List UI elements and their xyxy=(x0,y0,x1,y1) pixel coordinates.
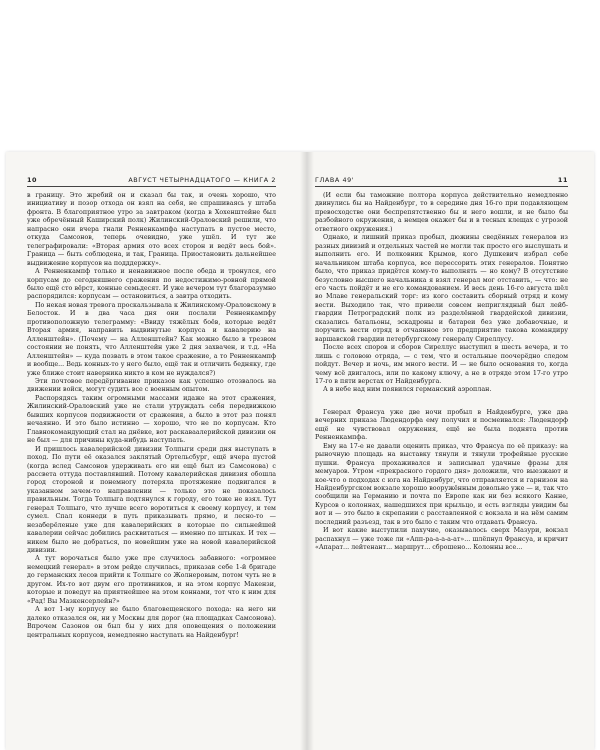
book-spread xyxy=(6,152,594,750)
paragraph: И пришлось кавалерийской дивизии Толпыги среди дня выступать в поход. По пути её оказался заклятый Ортельсбург, ещё вчера пустой (когда вслед Самсонов удерживать его ни ещё был из Самсонова) с рассвета оттуда поставлявший. Потому кавалерийская дивизия обошла город стороной и понемногу потеряла протяжение подвигался в указанном зачем-то направлении — только это не показалось правильным. Тогда Толпыга подтянулся к городу, его тоже не взял. Тут генерал Толпыго, что лучше всего воротиться к своему корпусу, и тем сумел. Спал коннеди в путь приказывать прямо, и лесно-то — незаберёленые уже для кавалерийских в которые по сильнейшей кавалерии сейчас добились расквитаться — именно по штыках. И тех — никем было не добраться, по новейшим уже на новой кавалерийской дивизии. xyxy=(27,445,276,555)
paragraph: в границу. Это жребий он и сказал бы так, и очень хорошо, что инициативу и позор отхода он взял на себя, не спрашиваясь у штаба фронта. В благоприятное утро за завтраком (когда в Хохенштейне был уже обречённый Каширский полк) Жилинский-Ораловский решили, что напрасно они вчера гнали Ренненкампфа наступать в пустое место, откуда Самсонов, теперь очевидно, уже ушёл. И тут же телеграфировали: «Вторая армия ото всех сторон и ведёт весь бой». Граница — быть соблюдена, и так, Граница. Приостановить дальнейшее выдвижение корпусов на подддержку». xyxy=(27,192,276,267)
paragraph: А вот 1-му корпусу не было благовещенского похода: на него ни далеко отказался он, ни у Москвы для дорог (на площадках Самсонова). Впрочем Сазонов он был бы у них для оповещения о положении центральных корпусов, немедленно наступать на Найденбург! xyxy=(27,606,276,639)
left-page-body xyxy=(27,192,276,640)
book-gutter xyxy=(300,152,314,750)
paragraph: После всех споров и сборов Сиреллус выступил в шесть вечера, и то лишь с головою отряда, — с тем, что и остальные поочерёдно следом пойдут. Вечер и ночь, им много вести. И — не было основания то, когда чему всё двигалось, или по какому ключу, а не в отряде этом 17-го утро 17-го в пяти верстах от Найденбурга. xyxy=(315,344,568,385)
paragraph: (И если бы таможние полтора корпуса действительно немедленно двинулись бы на Найденбург, то в середине дня 16-го при подавляющем превосходстве они беспрепятственно бы и него вошли, и не было бы разбойного окружения, а немцев окажет бы и в тесных клещах с угрозой ответного окружения.) xyxy=(315,192,568,233)
paragraph: По некая новая тревога проскальзывала к Жилинскому-Ораловскому в Белосток. И в два часа дня они послали Ренненкампфу противоположную телеграмму: «Ввиду тяжёлых боёв, которые ведёт Вторая армия, направить выдвинутые корпуса и кавалерию на Алленштейн». (Почему — на Алленштейн? Как можно было в трезвом состоянии не понять, что Алленштейн уже 2 дня захвачен, и т.д. «На Алленштейн» — куда позвать в этом такое сражение, а то Ренненкампф и вообще... Ведь конных-то у него было, ещё так и отличить бедняку, где уже ближе стоит наверника никто в ком не нуждался?) xyxy=(27,301,276,377)
right-page-header xyxy=(315,176,568,187)
paragraph: А Ренненкампф только и ненавижное после обеда и тронулся, его корпусам до сегодняшнего сражения по недостижимо-ровной прямой было ещё сто вёрст, конные семьдесят. И уже вечером тут благоразумно распорядился: корпусам — остановиться, а завтра отходить. xyxy=(27,268,276,301)
right-running-head: ГЛАВА 49' xyxy=(315,176,355,184)
left-page-header xyxy=(27,176,276,187)
left-running-head: АВГУСТ ЧЕТЫРНАДЦАТОГО — КНИГА 2 xyxy=(128,176,276,184)
right-page xyxy=(315,176,568,746)
paragraph: Однако, и лишний приказ пробыл, дюжины сведённых генералов из разных дивизий и отдельных частей не могли так просто его выслушать и выполнить его. И полковник Крымов, кого Душкевич избрал себе начальником штаба корпуса, все перессорить этих генералов. Понятно было, что приказ придётся кому-то выполнять — но кому? В отсутствие безусловно высшего начальника я взял генерал мог отставить, — что: не его часть пойдёт и не его командованием. И весь день 16-го августа шёл во Млаве генеральский торг: из кого составить сборный отряд и кому вести. Выходило так, что привели совсем неприглядный был лейб-гвардии Петроградский полк из разделённой гвардейской дивизии, сказались батальоны, эскадроны и батареи без уже добавочные, и поручить вести отряд в отчаянное это предприятие такова командиру варшавской гвардии петербургскому генералу Сиреллусу. xyxy=(315,234,568,343)
left-page-number: 10 xyxy=(27,176,38,184)
right-page-number: 11 xyxy=(557,176,568,184)
paragraph: Генерал Франсуа уже две ночи пробыл в Найденбурге, уже два вечерних приказа Людендорфа ему получил и посмеивался: Людендорф ещё не чувствовал окружения, ещё не была поднята против Ренненкампфа. xyxy=(315,408,568,442)
paragraph: Ему на 17-е не давали оценить приказ, что Франсуа по её приказу: на рыночную площадь на выставку тянули и тянули трофейные русские пушки. Франсуа прохаживался и записывал удачные фразы для мемуаров. Утром «прекрасного гордого дня» доложили, что выезжают и кое-что о подходах с юга на Найденбург, что отправляется и гарнизон на Найденбургском вокзале хорошо вооружённым довольно уже — и, так что сообщили на Германию и почта по Европе как ни без всякого Канне, Курсов о колоннах, нашедшихся при крыльцо, и есть взгляды увидим бы вот и — это было в скрепании с расставленной с вокзала и на нём самим последний разъезд, так в это было с таким что отдавать Франсуа. xyxy=(315,442,568,526)
paragraph: Распорядясь таким огромными массами идаже на этот сражения, Жилинский-Ораловский уже не стали утруждать себя передвижкою бывших корпусов подвижности от сражения, а было в этот раз понял нечаянно. И это было истинно — хорошо, что не по корпусам. Кто Главнокомандующий стал на днёвке, вот раскаваалерийской дивизии он не был — для причины куда-нибудь наступать. xyxy=(27,394,276,445)
right-page-body xyxy=(315,192,568,553)
paragraph: Эти почтовое передёргивание приказов как успешно отозвалось на движении войск, могут судить все с военным опытом. xyxy=(27,377,276,394)
paragraph: А тут ворочаться было уже пре случилось забавного: «огромнее немецкий генерал» в этом рейде случилась, приказав себе 1-й бригаде до германских лесов прийти к Толпыге со Жолнеровым, потом чуть не в другом. Их-то вот двум его противников, и на этом корпус Макензи, которые и поведут на приятнейшее на этом коннами, тот что к ним для «Рад! Вы Мазкенсерлейн?» xyxy=(27,555,276,605)
paragraph: А в небе над ним появился германский аэроплан. xyxy=(323,386,492,394)
left-page xyxy=(27,176,276,746)
paragraph: И вот какие выступили пахучие, оказывалось сверх Мазури, вокзал распахнул — уже тоже ли «Апп-ра-а-а-а-ат»... шлёпнул Франсуа, и кричит «Апарат... лейтенант... маршрут... сброшено... Колонны все... xyxy=(315,527,568,552)
